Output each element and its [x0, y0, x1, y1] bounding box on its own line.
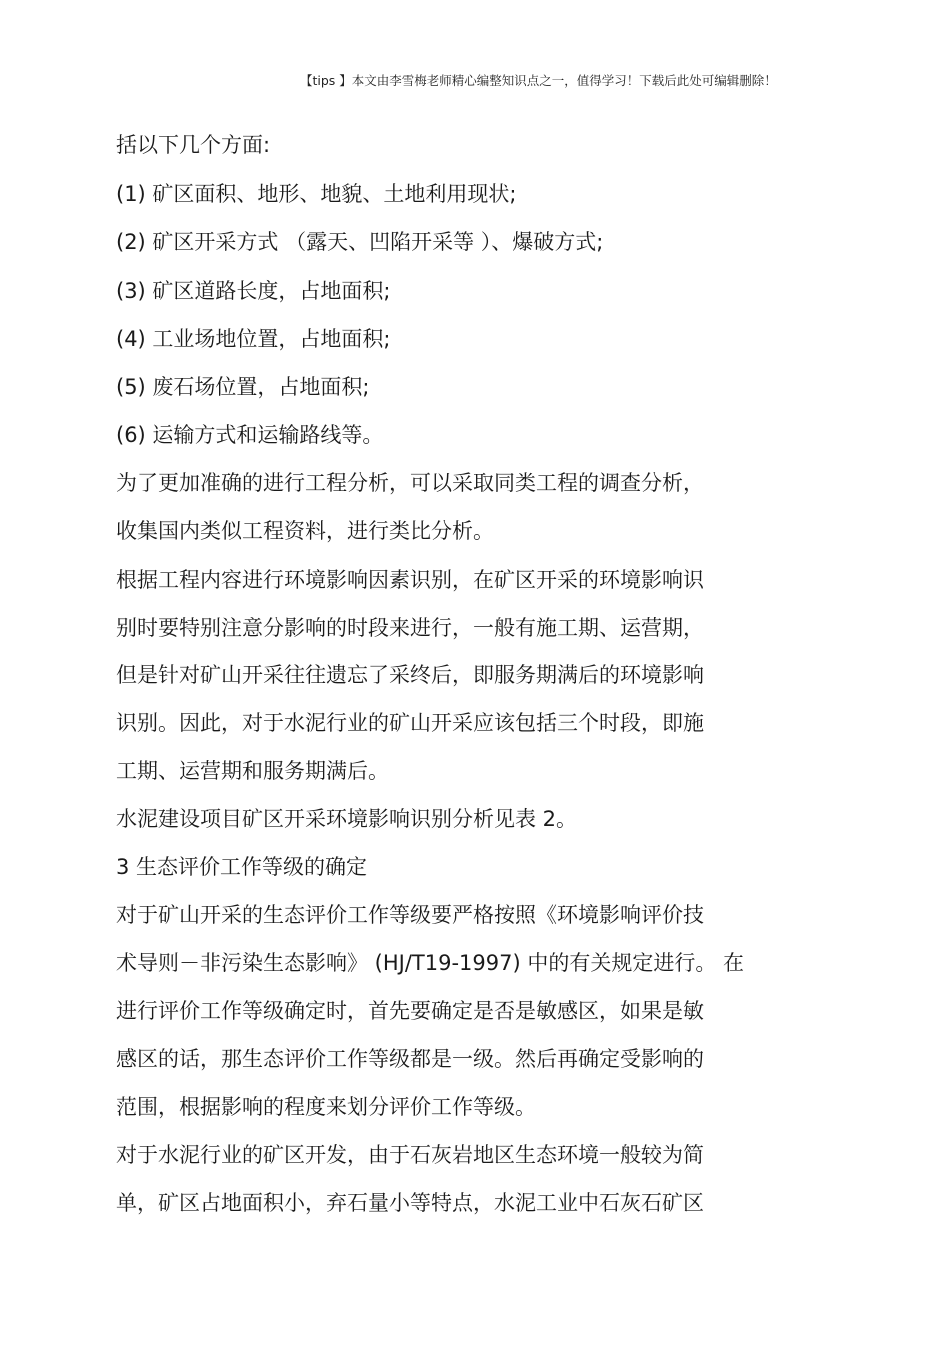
- text-line: (2) 矿区开采方式 （露天、凹陷开采等 ）、爆破方式;: [116, 230, 604, 254]
- text-line: 工期、运营期和服务期满后。: [116, 759, 389, 783]
- text-line: 别时要特别注意分影响的时段来进行，一般有施工期、运营期，: [116, 616, 704, 640]
- text-line: (5) 废石场位置，占地面积;: [116, 375, 370, 399]
- text-line: 根据工程内容进行环境影响因素识别，在矿区开采的环境影响识: [116, 568, 704, 592]
- text-line: (6) 运输方式和运输路线等。: [116, 423, 384, 447]
- text-line: 对于矿山开采的生态评价工作等级要严格按照《环境影响评价技: [116, 903, 704, 927]
- text-line: 范围，根据影响的程度来划分评价工作等级。: [116, 1095, 536, 1119]
- text-line: (3) 矿区道路长度，占地面积;: [116, 279, 391, 303]
- text-line: 识别。因此，对于水泥行业的矿山开采应该包括三个时段，即施: [116, 711, 704, 735]
- text-line: 但是针对矿山开采往往遗忘了采终后，即服务期满后的环境影响: [116, 663, 704, 687]
- text-line: 括以下几个方面:: [116, 133, 271, 157]
- text-line: 进行评价工作等级确定时，首先要确定是否是敏感区，如果是敏: [116, 999, 704, 1023]
- download-tip-header: 【tips 】本文由李雪梅老师精心编整知识点之一，值得学习！下载后此处可编辑删除！: [300, 73, 777, 88]
- text-line: 感区的话，那生态评价工作等级都是一级。然后再确定受影响的: [116, 1047, 704, 1071]
- section-heading: 3 生态评价工作等级的确定: [116, 855, 368, 879]
- text-line: (4) 工业场地位置，占地面积;: [116, 327, 391, 351]
- text-line: 收集国内类似工程资料，进行类比分析。: [116, 519, 494, 543]
- text-line: 水泥建设项目矿区开采环境影响识别分析见表 2。: [116, 807, 578, 831]
- text-line: (1) 矿区面积、地形、地貌、土地利用现状;: [116, 182, 517, 206]
- text-line: 对于水泥行业的矿区开发，由于石灰岩地区生态环境一般较为简: [116, 1143, 704, 1167]
- text-line: 术导则－非污染生态影响》 (HJ/T19-1997) 中的有关规定进行。 在: [116, 951, 745, 975]
- text-line: 为了更加准确的进行工程分析，可以采取同类工程的调查分析，: [116, 471, 704, 495]
- text-line: 单，矿区占地面积小，弃石量小等特点，水泥工业中石灰石矿区: [116, 1191, 704, 1215]
